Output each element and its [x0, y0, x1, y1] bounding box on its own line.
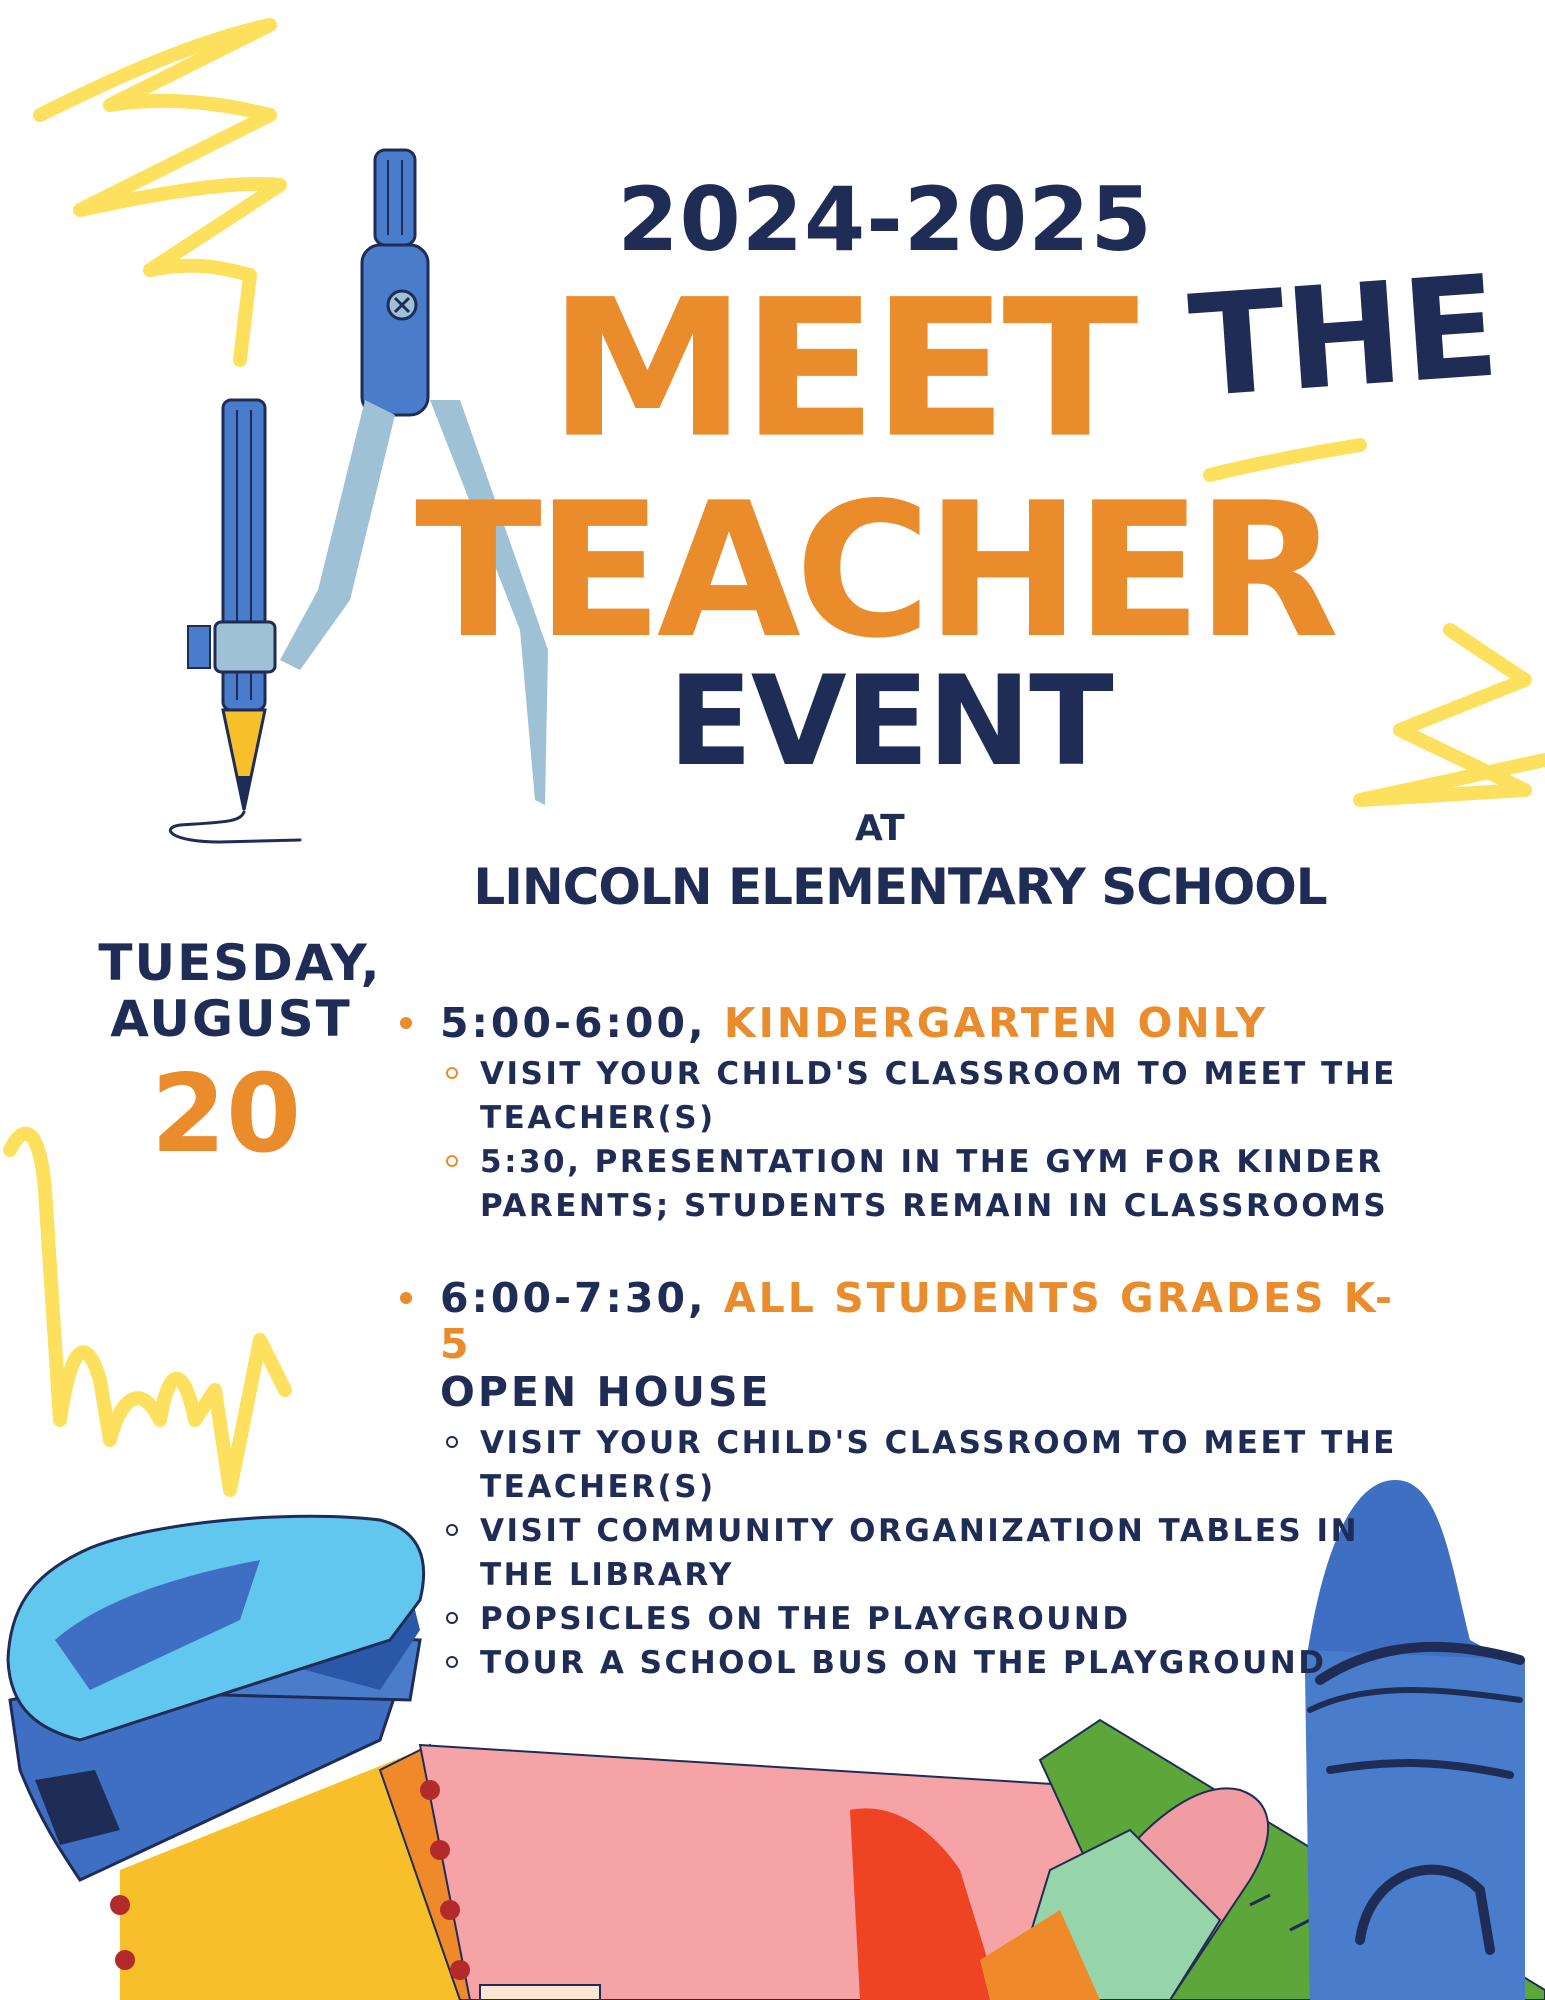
title-meet: MEET	[548, 258, 1133, 481]
schedule-group: KINDERGARTEN ONLY	[723, 999, 1269, 1047]
date-month: AUGUST	[110, 990, 352, 1048]
date-weekday: TUESDAY,	[98, 934, 382, 992]
schedule-time: 5:00-6:00,	[440, 999, 707, 1047]
schedule-time: 6:00-7:30,	[440, 1274, 707, 1322]
schedule-detail: TOUR A SCHOOL BUS ON THE PLAYGROUND	[440, 1641, 1400, 1685]
title-teacher: TEACHER	[415, 462, 1334, 679]
at-label: AT	[855, 808, 905, 849]
schedule-item	[400, 1275, 1400, 1685]
schedule-item	[400, 1000, 1400, 1228]
event-date	[80, 935, 400, 1175]
school-name: LINCOLN ELEMENTARY SCHOOL	[473, 858, 1327, 916]
schedule-detail: VISIT YOUR CHILD'S CLASSROOM TO MEET THE TEACHER(S)	[440, 1052, 1400, 1140]
title-the: THE	[1184, 245, 1504, 430]
date-day: 20	[150, 1052, 302, 1177]
squiggle-decoration	[10, 1134, 285, 1490]
schedule-detail: POPSICLES ON THE PLAYGROUND	[440, 1597, 1400, 1641]
schedule-detail: 5:30, PRESENTATION IN THE GYM FOR KINDER PARENTS; STUDENTS REMAIN IN CLASSROOMS	[440, 1140, 1400, 1228]
schedule-group: ALL STUDENTS GRADES K-5	[440, 1274, 1396, 1368]
schedule-detail: VISIT YOUR CHILD'S CLASSROOM TO MEET THE TEACHER(S)	[440, 1421, 1400, 1509]
pencil-icon	[170, 400, 300, 842]
title-event: EVENT	[668, 650, 1112, 794]
schedule-item-heading	[400, 1000, 1400, 1046]
schedule-subtitle: OPEN HOUSE	[440, 1368, 772, 1416]
squiggle-decoration	[1360, 630, 1545, 800]
schedule-detail: VISIT COMMUNITY ORGANIZATION TABLES IN THE LIBRARY	[440, 1509, 1400, 1597]
schedule-item-heading	[400, 1275, 1400, 1367]
year-heading: 2024-2025	[617, 168, 1153, 271]
